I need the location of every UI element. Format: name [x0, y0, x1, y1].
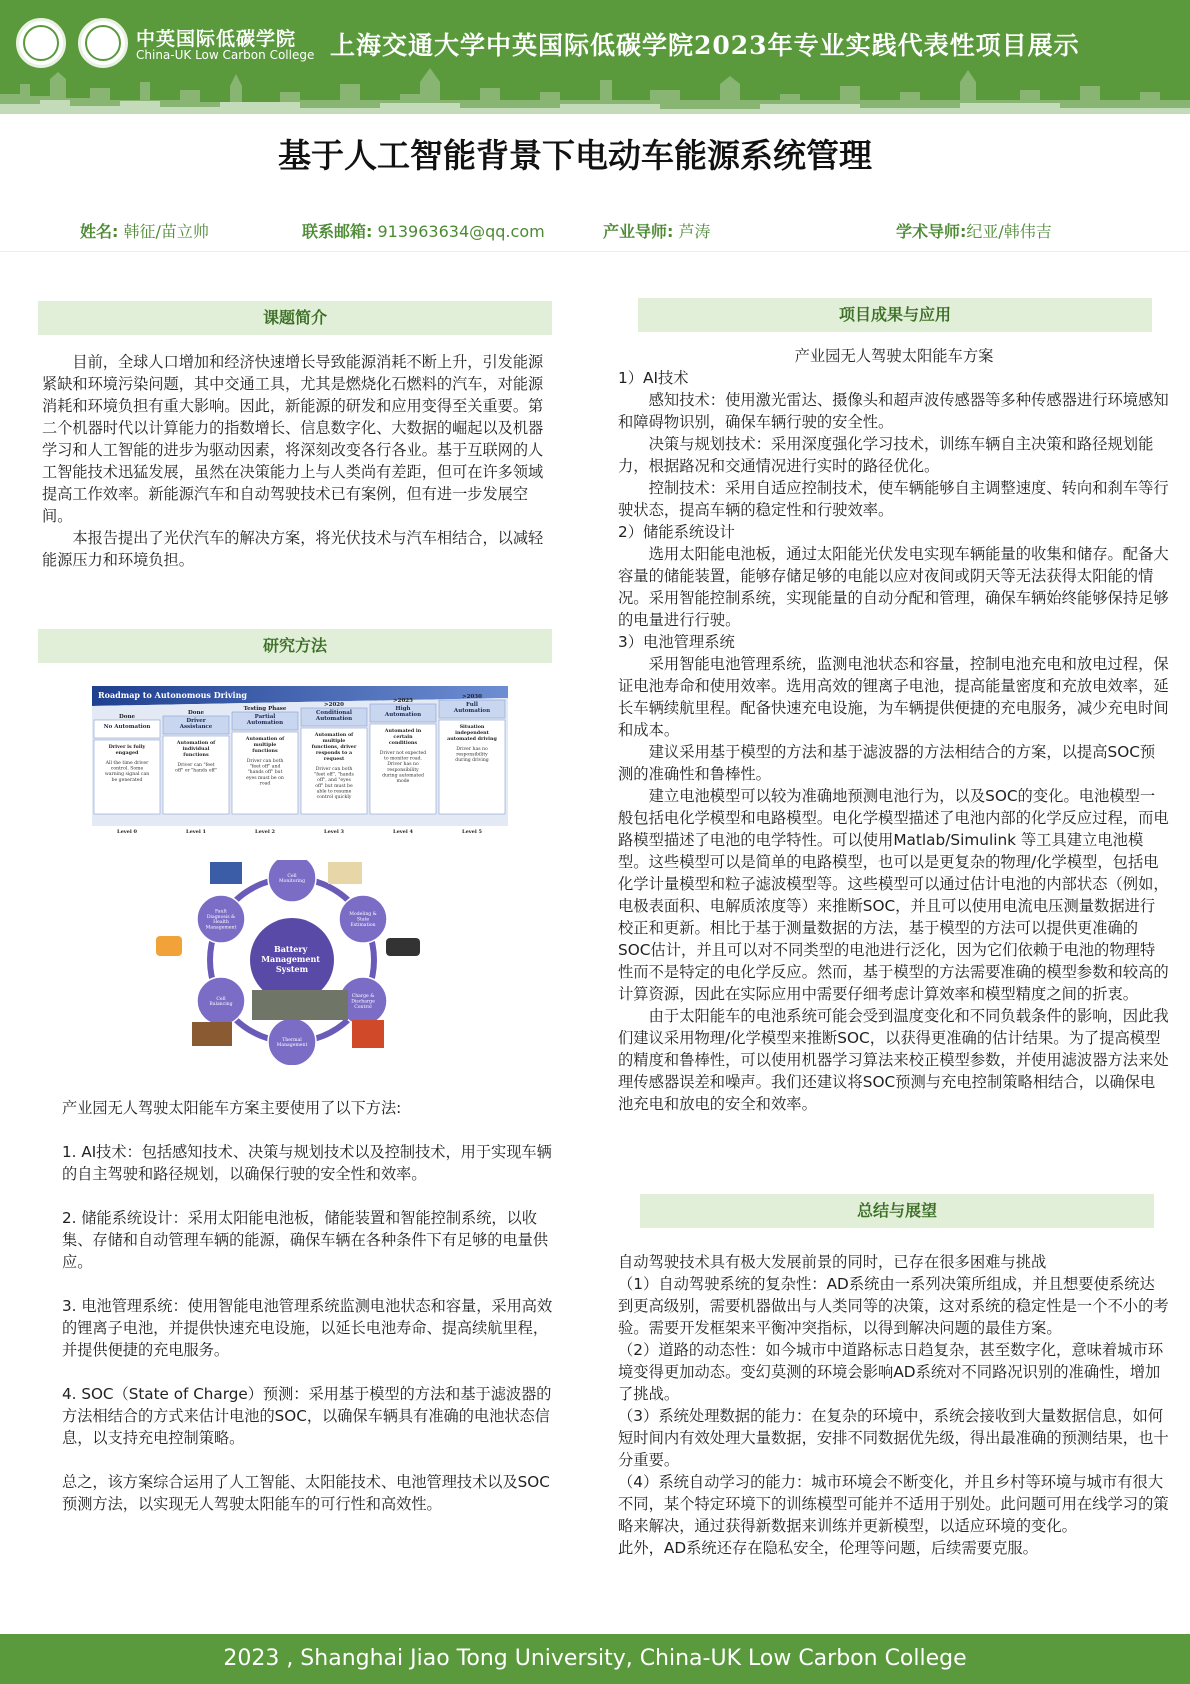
- fire-image: [156, 936, 182, 956]
- roadmap-level-detail: be generated: [111, 777, 143, 783]
- footer: 2023 , Shanghai Jiao Tong University, China-UK Low Carbon College: [0, 1634, 1190, 1684]
- bms-node-label: Cell Balancing: [209, 996, 233, 1008]
- roadmap-level-detail: mode: [396, 779, 410, 784]
- roadmap-level-desc: responds to a: [315, 750, 353, 756]
- roadmap-level-detail: All the time driver: [105, 761, 149, 766]
- methods-summary: 总之，该方案综合运用了人工智能、太阳能技术、电池管理技术以及SOC预测方法，以实现无人驾驶太阳能车的可行性和高效性。: [62, 1473, 550, 1513]
- summary-p3: （3）系统处理数据的能力：在复杂的环境中，系统会接收到大量数据信息，如何短时间内有效处理大量数据，安排不同数据优先级，得出最准确的预测结果，也十分重要。: [618, 1407, 1169, 1469]
- name-label: 姓名:: [80, 222, 119, 241]
- academic-mentor-field: [896, 219, 1052, 242]
- roadmap-level-name: No Automation: [103, 724, 151, 730]
- roadmap-level-desc: multiple: [322, 738, 346, 744]
- methods-text: [62, 1097, 556, 1537]
- results-s3-p3: 建立电池模型可以较为准确地预测电池行为，以及SOC的变化。电池模型一般包括电化学模型和电路模型。电化学模型描述了电池内部的化学反应过程，而电路模型描述了电池的电学特性。可以使用Matlab/Simulink 等工具建立电池模型。这些模型可以是简单的电路模型，也可以是更复杂的物理/化学模型，包括电化学计量模型和粒子滤波模型等。这些模型可以通过估计电池的内部状态（例如，电极表面积、电解质浓度等）来推断SOC，并且可以使用电流电压测量数据进行校正和更新。相比于基于测量数据的方法，基于模型的方法可以提供更准确的SOC估计，并且可以对不同类型的电池进行泛化，因为它们依赖于电池的物理特性而不是特定的电化学反应。然而，基于模型的方法需要准确的模型参数和较高的计算资源，因此在实际应用中需要仔细考虑计算效率和模型精度之间的折衷。: [618, 787, 1169, 1003]
- college-name-en: China-UK Low Carbon College: [136, 48, 315, 62]
- industry-mentor-label: 产业导师:: [603, 222, 674, 241]
- intro-paragraph-2: 本报告提出了光伏汽车的解决方案，将光伏技术与汽车相结合，以减轻能源压力和环境负担。: [42, 529, 544, 569]
- roadmap-title: Roadmap to Autonomous Driving: [98, 690, 248, 700]
- roadmap-level-number: Level 5: [462, 829, 482, 835]
- summary-p4: （4）系统自动学习的能力：城市环境会不断变化，并且乡村等环境与城市有很大不同，某个特定环境下的训练模型可能并不适用于别处。此问题可用在线学习的策略来解决，通过获得新数据来训练并更新模型，以适应环境的变化。: [618, 1473, 1169, 1535]
- roadmap-level-name: Automation: [453, 708, 491, 714]
- results-s2-p1: 选用太阳能电池板，通过太阳能光伏发电实现车辆能量的收集和储存。配备大容量的储能装置，能够存储足够的电能以应对夜间或阴天等无法获得太阳能的情况。采用智能控制系统，实现能量的自动分配和管理，确保车辆始终能够保持足够的电量进行行驶。: [618, 545, 1169, 629]
- chart-image: [328, 862, 362, 884]
- methods-item-3: 3. 电池管理系统：使用智能电池管理系统监测电池状态和容量，采用高效的锂离子电池，并提供快速充电设施，以延长电池寿命、提高续航里程，并提供便捷的充电服务。: [62, 1297, 553, 1359]
- academic-mentor-label: 学术导师:: [896, 222, 967, 241]
- roadmap-level-name: Full: [466, 702, 478, 708]
- roadmap-level-desc: request: [323, 756, 345, 762]
- name-value: 韩征/苗立帅: [123, 222, 209, 241]
- header-banner: [0, 0, 1190, 114]
- clcc-logo: [78, 18, 128, 68]
- name-field: [80, 219, 209, 242]
- results-s1-heading: 1）AI技术: [618, 369, 689, 387]
- intro-text: [42, 351, 550, 571]
- roadmap-level-detail: road: [259, 781, 271, 787]
- circuit-board-image: [192, 1022, 232, 1046]
- roadmap-level-name: Driver: [186, 718, 206, 724]
- roadmap-level-detail: to monitor road.: [384, 756, 422, 762]
- results-text: [618, 345, 1170, 1115]
- roadmap-phase-label: Done: [188, 710, 204, 716]
- summary-intro: 自动驾驶技术具有极大发展前景的同时，已存在很多困难与挑战: [618, 1253, 1047, 1271]
- roadmap-level-name: High: [395, 706, 411, 712]
- results-s3-p4: 由于太阳能车的电池系统可能会受到温度变化和不同负载条件的影响，因此我们建议采用物理/化学模型来推断SOC，以获得更准确的估计结果。为了提高模型的精度和鲁棒性，可以使用机器学习算法来校正模型参数，并使用滤波器方法来处理传感器误差和噪声。我们还建议将SOC预测与充电控制策略相结合，以确保电池充电和放电的安全和效率。: [618, 1007, 1169, 1113]
- results-s1-p1: 感知技术：使用激光雷达、摄像头和超声波传感器等多种传感器进行环境感知和障碍物识别，确保车辆行驶的安全性。: [618, 391, 1169, 431]
- industry-mentor-value: 芦涛: [678, 222, 711, 241]
- poster-title: 基于人工智能背景下电动车能源系统管理: [278, 136, 872, 175]
- intro-paragraph-1: 目前，全球人口增加和经济快速增长导致能源消耗不断上升，引发能源紧缺和环境污染问题，其中交通工具，尤其是燃烧化石燃料的汽车，对能源消耗和环境负担有重大影响。因此，新能源的研发和应用变得至关重要。第二个机器时代以计算能力的指数增长、信息数字化、大数据的崛起以及机器学习和人工智能的进步为驱动因素，将深刻改变各行各业。基于互联网的人工智能技术迅猛发展，虽然在决策能力上与人类尚有差距，但可在许多领域提高工作效率。新能源汽车和自动驾驶技术已有案例，但有进一步发展空间。: [42, 353, 544, 525]
- academic-mentor-value: 纪亚/韩伟吉: [966, 222, 1052, 241]
- roadmap-level-detail: eyes must be on: [246, 775, 284, 781]
- roadmap-level-detail: Driver can both: [246, 759, 284, 764]
- roadmap-level-desc: functions: [252, 748, 278, 754]
- roadmap-level-detail: control. Some: [110, 766, 144, 772]
- divider: [0, 251, 1190, 252]
- results-s3-p2: 建议采用基于模型的方法和基于滤波器的方法相结合的方案，以提高SOC预测的准确性和鲁棒性。: [618, 743, 1156, 783]
- industry-mentor-field: [603, 219, 711, 242]
- roadmap-level-detail: Driver has no: [456, 747, 488, 752]
- methods-item-1: 1. AI技术：包括感知技术、决策与规划技术以及控制技术，用于实现车辆的自主驾驶和路径规划，以确保行驶的安全性和效率。: [62, 1143, 552, 1183]
- bms-center-label: Battery Management System: [261, 944, 320, 974]
- methods-item-2: 2. 储能系统设计：采用太阳能电池板，储能装置和智能控制系统，以收集、存储和自动管理车辆的能源，确保车辆在各种条件下有足够的电量供应。: [62, 1209, 548, 1271]
- roadmap-level-desc: engaged: [115, 750, 139, 756]
- roadmap-level-desc: Situation: [459, 724, 485, 730]
- results-s2-heading: 2）储能系统设计: [618, 523, 735, 541]
- thermal-image: [352, 1020, 384, 1048]
- roadmap-level-desc: functions, driver: [311, 744, 357, 750]
- roadmap-level-name: Automation: [315, 716, 353, 722]
- roadmap-level-name: Partial: [254, 714, 276, 720]
- bms-node-label: Cell Monitoring: [278, 873, 306, 885]
- roadmap-level-number: Level 1: [186, 829, 206, 835]
- section-heading-methods: 研究方法: [38, 629, 552, 663]
- roadmap-level-detail: control quickly: [316, 795, 352, 800]
- roadmap-level-desc: independent: [455, 730, 489, 736]
- roadmap-level-desc: automated driving: [447, 736, 497, 742]
- roadmap-level-desc: multiple: [253, 742, 277, 748]
- section-heading-intro: 课题简介: [38, 301, 552, 335]
- roadmap-phase-label: >2025: [393, 698, 413, 704]
- roadmap-level-detail: Driver can both: [315, 767, 353, 772]
- email-field: [302, 219, 545, 242]
- section-heading-results: 项目成果与应用: [638, 298, 1152, 332]
- results-s3-heading: 3）电池管理系统: [618, 633, 735, 651]
- results-s1-p3: 控制技术：采用自适应控制技术，使车辆能够自主调整速度、转向和刹车等行驶状态，提高车辆的稳定性和行驶效率。: [618, 479, 1169, 519]
- roadmap-level-detail: off" but must be: [315, 783, 353, 789]
- bms-node-label: Modeling & State Estimation: [349, 912, 377, 928]
- college-name-cn: 中英国际低碳学院: [136, 28, 297, 50]
- banner-title: 上海交通大学中英国际低碳学院2023年专业实践代表性项目展示: [330, 31, 1080, 60]
- bms-node-label: Fault Diagnosis & Health Management: [205, 909, 237, 931]
- sjtu-logo: [16, 18, 66, 68]
- roadmap-phase-label: Done: [119, 714, 135, 720]
- methods-intro: 产业园无人驾驶太阳能车方案主要使用了以下方法:: [62, 1099, 402, 1117]
- battery-pack-image: [252, 990, 348, 1020]
- roadmap-level-detail: off", and "eyes: [317, 778, 351, 784]
- roadmap-level-name: Conditional: [316, 710, 352, 716]
- bms-node-label: Thermal Management: [276, 1037, 308, 1049]
- roadmap-level-name: Assistance: [179, 724, 213, 730]
- summary-text: [618, 1251, 1170, 1559]
- roadmap-level-detail: able to resume: [316, 789, 352, 795]
- charger-image: [386, 938, 420, 956]
- results-subtitle: 产业园无人驾驶太阳能车方案: [794, 347, 994, 365]
- roadmap-level-desc: Automated in: [384, 728, 422, 734]
- roadmap-level-detail: off" or "hands off": [175, 768, 217, 774]
- roadmap-level-detail: "feet off" and: [249, 764, 281, 770]
- roadmap-level-desc: functions: [183, 752, 209, 758]
- bms-node-label: Charge & Discharge Control: [351, 994, 375, 1010]
- roadmap-level-detail: responsibility: [456, 752, 488, 758]
- roadmap-level-name: Automation: [384, 712, 422, 718]
- summary-p1: （1）自动驾驶系统的复杂性：AD系统由一系列决策所组成，并且想要使系统达到更高级别，需要机器做出与人类同等的决策，这对系统的稳定性是一个不小的考验。需要开发框架来平衡冲突指标，以得到解决问题的最佳方案。: [618, 1275, 1169, 1337]
- roadmap-level-detail: warning signal can: [104, 772, 150, 778]
- roadmap-level-desc: Automation of: [314, 732, 354, 738]
- roadmap-level-detail: Driver can "feet: [177, 763, 215, 768]
- summary-p2: （2）道路的动态性：如今城市中道路标志日趋复杂，甚至数字化，意味着城市环境变得更加动态。变幻莫测的环境会影响AD系统对不同路况识别的准确性，增加了挑战。: [618, 1341, 1164, 1403]
- section-heading-summary: 总结与展望: [640, 1194, 1154, 1228]
- roadmap-level-number: Level 2: [255, 829, 275, 835]
- summary-p5: 此外，AD系统还存在隐私安全，伦理等问题，后续需要克服。: [618, 1539, 1038, 1557]
- roadmap-level-detail: "feet off", "hands: [314, 772, 354, 778]
- roadmap-level-detail: Driver has no: [387, 762, 419, 768]
- roadmap-level-desc: Driver is fully: [108, 744, 146, 750]
- roadmap-phase-label: Testing Phase: [243, 706, 287, 712]
- roadmap-level-detail: responsibility: [387, 767, 419, 773]
- roadmap-level-detail: during automated: [382, 773, 424, 779]
- roadmap-level-number: Level 3: [324, 829, 344, 835]
- email-value: 913963634@qq.com: [377, 222, 545, 241]
- roadmap-level-number: Level 0: [117, 829, 137, 835]
- email-label: 联系邮箱:: [302, 222, 373, 241]
- roadmap-phase-label: >2030: [462, 694, 482, 700]
- roadmap-level-desc: individual: [182, 746, 210, 752]
- roadmap-level-detail: "hands off" but: [247, 770, 283, 776]
- results-s1-p2: 决策与规划技术：采用深度强化学习技术，训练车辆自主决策和路径规划能力，根据路况和交通情况进行实时的路径优化。: [618, 435, 1154, 475]
- roadmap-level-number: Level 4: [393, 829, 413, 835]
- roadmap-level-desc: certain: [393, 734, 413, 740]
- autonomous-driving-roadmap-figure: [92, 686, 508, 836]
- roadmap-level-desc: Automation of: [245, 736, 285, 742]
- city-skyline-decoration: [0, 54, 1190, 114]
- battery-management-system-figure: [152, 860, 442, 1065]
- roadmap-level-detail: Driver not expected: [379, 751, 427, 756]
- roadmap-level-desc: Automation of: [176, 740, 216, 746]
- roadmap-level-desc: conditions: [388, 740, 418, 746]
- cells-image: [210, 862, 242, 884]
- roadmap-phase-label: >2020: [324, 702, 344, 708]
- methods-item-4: 4. SOC（State of Charge）预测：采用基于模型的方法和基于滤波器的方法相结合的方式来估计电池的SOC，以确保车辆具有准确的电池状态信息，以支持充电控制策略。: [62, 1385, 552, 1447]
- results-s3-p1: 采用智能电池管理系统，监测电池状态和容量，控制电池充电和放电过程，保证电池寿命和使用效率。选用高效的锂离子电池，提高能量密度和充放电效率，延长车辆续航里程。配备快速充电设施，为车辆提供便捷的充电服务，减少充电时间和成本。: [618, 655, 1169, 739]
- roadmap-level-detail: during driving: [455, 758, 489, 764]
- roadmap-level-name: Automation: [246, 720, 284, 726]
